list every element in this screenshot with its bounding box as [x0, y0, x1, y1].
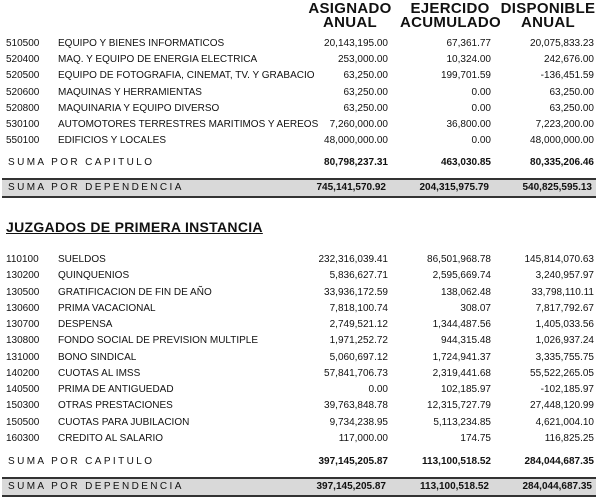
- table-row: [0, 85, 600, 101]
- row-code: 520500: [6, 70, 40, 82]
- row-disponible: 1,405,033.56: [535, 319, 594, 330]
- row-code: 160300: [6, 432, 40, 444]
- row-asignado: 7,260,000.00: [329, 119, 388, 130]
- row-description: MAQ. Y EQUIPO DE ENERGIA ELECTRICA: [58, 54, 258, 66]
- row-ejercido: 102,185.97: [440, 384, 491, 395]
- table-row: [0, 398, 600, 414]
- row-asignado: 232,316,039.41: [318, 254, 388, 265]
- row-ejercido: 0.00: [471, 135, 491, 147]
- row-asignado: 20,143,195.00: [324, 38, 388, 49]
- row-ejercido: 36,800.00: [446, 119, 491, 130]
- row-code: 130600: [6, 302, 40, 314]
- row-description: MAQUINARIA Y EQUIPO DIVERSO: [58, 102, 220, 114]
- row-disponible: 116,825.25: [544, 432, 594, 444]
- suma-capitulo-disponible: 80,335,206.46: [530, 157, 594, 168]
- header-asignado-line2: ANUAL: [323, 14, 377, 31]
- table-row: [0, 415, 600, 431]
- row-ejercido: 174.75: [460, 432, 491, 444]
- header-asignado-line1: ASIGNADO: [308, 0, 392, 17]
- row-description: QUINQUENIOS: [58, 270, 130, 282]
- row-description: EQUIPO Y BIENES INFORMATICOS: [58, 38, 225, 49]
- row-asignado: 33,936,172.59: [324, 286, 388, 298]
- table-row: [0, 431, 600, 447]
- section-title: JUZGADOS DE PRIMERA INSTANCIA: [6, 219, 263, 235]
- suma-capitulo-label: SUMA POR CAPITULO: [8, 456, 155, 467]
- row-disponible: 242,676.00: [543, 54, 594, 66]
- table-row: [0, 133, 600, 149]
- row-disponible: 3,335,755.75: [535, 351, 594, 363]
- row-code: 150500: [6, 416, 40, 428]
- row-description: AUTOMOTORES TERRESTRES MARITIMOS Y AEREOS: [58, 119, 319, 130]
- row-description: PRIMA DE ANTIGUEDAD: [58, 384, 174, 395]
- row-code: 510500: [6, 38, 40, 49]
- row-ejercido: 944,315.48: [440, 335, 491, 347]
- row-description: BONO SINDICAL: [58, 351, 137, 363]
- suma-capitulo-asignado: 397,145,205.87: [318, 456, 388, 467]
- row-disponible: 27,448,120.99: [530, 400, 594, 412]
- suma-capitulo-2: [0, 454, 600, 470]
- row-ejercido: 1,724,941.37: [432, 351, 491, 363]
- row-asignado: 1,971,252.72: [329, 335, 388, 347]
- suma-dependencia-disponible: 540,825,595.13: [522, 182, 592, 193]
- suma-dependencia-ejercido: 204,315,975.79: [419, 182, 489, 193]
- row-disponible: 33,798,110.11: [531, 286, 594, 298]
- suma-dependencia-ejercido: 113,100,518.52: [420, 481, 489, 492]
- table-row: [0, 317, 600, 333]
- suma-dependencia-asignado: 397,145,205.87: [316, 481, 386, 492]
- table-row: [0, 268, 600, 284]
- row-asignado: 5,836,627.71: [329, 270, 388, 282]
- table-row: [0, 301, 600, 317]
- row-asignado: 253,000.00: [337, 54, 388, 66]
- row-code: 140500: [6, 384, 40, 395]
- table-row: [0, 333, 600, 349]
- row-asignado: 63,250.00: [343, 86, 388, 98]
- header-asignado: [300, 2, 400, 30]
- header-ejercido-line1: EJERCIDO: [410, 0, 490, 17]
- suma-dependencia-asignado: 745,141,570.92: [316, 182, 386, 193]
- row-asignado: 63,250.00: [343, 70, 388, 82]
- row-code: 110100: [6, 254, 39, 265]
- row-code: 530100: [6, 119, 40, 130]
- table-row: [0, 285, 600, 301]
- row-asignado: 2,749,521.12: [329, 319, 388, 330]
- row-disponible: 48,000,000.00: [530, 135, 594, 147]
- row-disponible: 20,075,833.23: [530, 38, 594, 49]
- row-disponible: 7,223,200.00: [535, 119, 594, 130]
- suma-dependencia-label: SUMA POR DEPENDENCIA: [8, 182, 184, 193]
- row-code: 520800: [6, 102, 40, 114]
- suma-capitulo-ejercido: 113,100,518.52: [422, 456, 491, 467]
- row-asignado: 7,818,100.74: [329, 302, 388, 314]
- row-ejercido: 1,344,487.56: [432, 319, 491, 330]
- row-ejercido: 308.07: [460, 302, 491, 314]
- row-asignado: 0.00: [368, 384, 388, 395]
- row-code: 130700: [6, 319, 40, 330]
- row-description: GRATIFICACION DE FIN DE AÑO: [58, 286, 212, 298]
- row-description: MAQUINAS Y HERRAMIENTAS: [58, 86, 202, 98]
- row-description: SUELDOS: [58, 254, 106, 265]
- table-row: [0, 117, 600, 133]
- row-ejercido: 199,701.59: [440, 70, 491, 82]
- row-description: EDIFICIOS Y LOCALES: [58, 135, 167, 147]
- row-ejercido: 0.00: [471, 102, 491, 114]
- row-asignado: 9,734,238.95: [329, 416, 388, 428]
- row-ejercido: 138,062.48: [440, 286, 491, 298]
- row-ejercido: 2,595,669.74: [432, 270, 491, 282]
- row-disponible: 63,250.00: [549, 102, 594, 114]
- suma-capitulo-1: [0, 155, 600, 171]
- row-description: CUOTAS AL IMSS: [58, 367, 141, 379]
- row-code: 520400: [6, 54, 40, 66]
- suma-dependencia-2: [2, 477, 596, 497]
- header-disponible-line2: ANUAL: [521, 14, 575, 31]
- row-ejercido: 67,361.77: [446, 38, 491, 49]
- row-asignado: 57,841,706.73: [324, 367, 388, 379]
- row-description: DESPENSA: [58, 319, 113, 330]
- suma-capitulo-disponible: 284,044,687.35: [524, 456, 594, 467]
- header-ejercido-line2: ACUMULADO: [400, 14, 502, 31]
- table-row: [0, 101, 600, 117]
- suma-dependencia-1: [2, 178, 596, 198]
- table-row: [0, 252, 600, 268]
- row-disponible: 7,817,792.67: [535, 302, 594, 314]
- row-asignado: 48,000,000.00: [324, 135, 388, 147]
- table-row: [0, 36, 600, 52]
- header-disponible: [498, 2, 598, 30]
- row-description: CUOTAS PARA JUBILACION: [58, 416, 190, 428]
- suma-capitulo-asignado: 80,798,237.31: [324, 157, 388, 168]
- row-description: FONDO SOCIAL DE PREVISION MULTIPLE: [58, 335, 259, 347]
- row-code: 131000: [6, 351, 40, 363]
- row-disponible: 1,026,937.24: [535, 335, 594, 347]
- row-ejercido: 12,315,727.79: [427, 400, 491, 412]
- row-code: 520600: [6, 86, 40, 98]
- row-disponible: 3,240,957.97: [535, 270, 594, 282]
- row-code: 150300: [6, 400, 40, 412]
- row-code: 130800: [6, 335, 40, 347]
- table-row: [0, 350, 600, 366]
- row-disponible: 4,621,004.10: [535, 416, 594, 428]
- row-description: PRIMA VACACIONAL: [58, 302, 156, 314]
- suma-dependencia-label: SUMA POR DEPENDENCIA: [8, 481, 184, 492]
- row-description: EQUIPO DE FOTOGRAFIA, CINEMAT, TV. Y GRABACIO: [58, 70, 315, 82]
- table-row: [0, 68, 600, 84]
- suma-dependencia-disponible: 284,044,687.35: [522, 481, 592, 492]
- row-disponible: 55,522,265.05: [530, 367, 594, 379]
- row-disponible: -136,451.59: [540, 70, 594, 82]
- suma-capitulo-label: SUMA POR CAPITULO: [8, 157, 155, 168]
- row-code: 140200: [6, 367, 40, 379]
- row-ejercido: 2,319,441.68: [432, 367, 491, 379]
- row-description: CREDITO AL SALARIO: [58, 432, 164, 444]
- row-code: 130200: [6, 270, 40, 282]
- row-disponible: -102,185.97: [540, 384, 594, 395]
- header-disponible-line1: DISPONIBLE: [500, 0, 596, 17]
- row-asignado: 117,000.00: [338, 432, 388, 444]
- header-ejercido: [400, 2, 500, 30]
- suma-capitulo-ejercido: 463,030.85: [440, 157, 491, 168]
- row-description: OTRAS PRESTACIONES: [58, 400, 173, 412]
- row-code: 550100: [6, 135, 40, 147]
- row-asignado: 39,763,848.78: [324, 400, 388, 412]
- row-code: 130500: [6, 286, 40, 298]
- row-asignado: 63,250.00: [343, 102, 388, 114]
- row-disponible: 145,814,070.63: [524, 254, 594, 265]
- row-ejercido: 10,324.00: [446, 54, 491, 66]
- table-row: [0, 382, 600, 398]
- row-ejercido: 0.00: [471, 86, 491, 98]
- row-disponible: 63,250.00: [549, 86, 594, 98]
- row-ejercido: 5,113,234.85: [433, 416, 491, 428]
- row-asignado: 5,060,697.12: [329, 351, 388, 363]
- row-ejercido: 86,501,968.78: [427, 254, 491, 265]
- table-row: [0, 366, 600, 382]
- table-row: [0, 52, 600, 68]
